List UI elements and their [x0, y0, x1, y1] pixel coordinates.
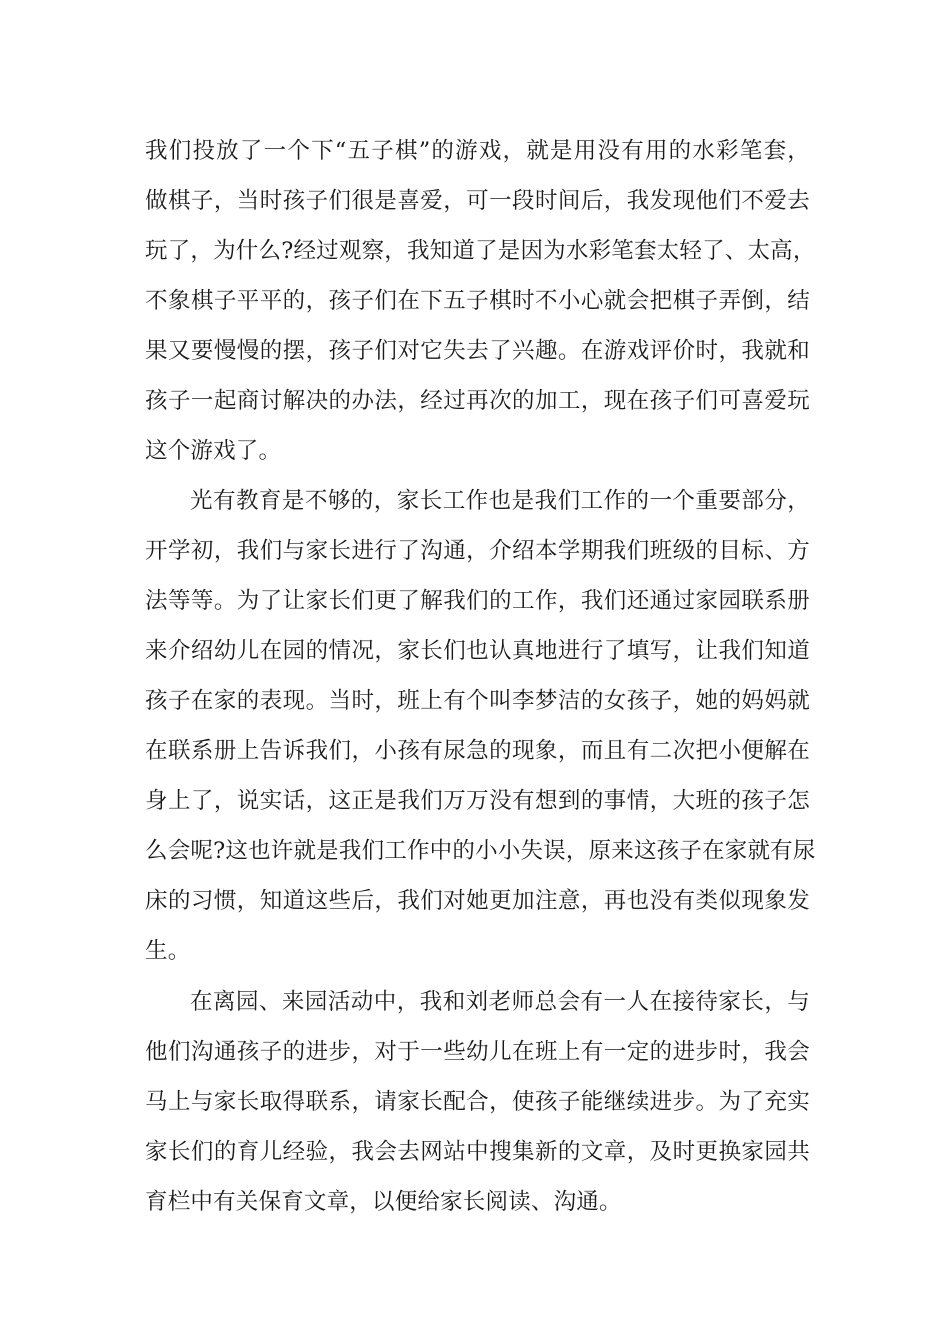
paragraph-1-line-4: 不象棋子平平的，孩子们在下五子棋时不小心就会把棋子弄倒，结 [145, 288, 810, 314]
paragraph-2-line-2: 开学初，我们与家长进行了沟通，介绍本学期我们班级的目标、方 [145, 538, 810, 564]
paragraph-1-line-6: 孩子一起商讨解决的办法，经过再次的加工，现在孩子们可喜爱玩 [145, 388, 810, 414]
paragraph-3-line-2: 他们沟通孩子的进步，对于一些幼儿在班上有一定的进步时，我会 [145, 1039, 810, 1065]
paragraph-2-line-5: 孩子在家的表现。当时，班上有个叫李梦洁的女孩子，她的妈妈就 [145, 688, 810, 714]
paragraph-3-line-4: 家长们的育儿经验，我会去网站中搜集新的文章，及时更换家园共 [145, 1139, 810, 1165]
paragraph-1-line-5: 果又要慢慢的摆，孩子们对它失去了兴趣。在游戏评价时，我就和 [145, 338, 810, 364]
paragraph-3-line-3: 马上与家长取得联系，请家长配合，使孩子能继续进步。为了充实 [145, 1089, 810, 1115]
paragraph-2-line-4: 来介绍幼儿在园的情况，家长们也认真地进行了填写，让我们知道 [145, 638, 810, 664]
paragraph-1-line-7: 这个游戏了。 [145, 438, 282, 464]
paragraph-1-line-2: 做棋子，当时孩子们很是喜爱，可一段时间后，我发现他们不爱去 [145, 188, 810, 214]
paragraph-1-line-1: 我们投放了一个下“五子棋”的游戏，就是用没有用的水彩笔套， [145, 138, 810, 164]
paragraph-2-line-6: 在联系册上告诉我们，小孩有尿急的现象，而且有二次把小便解在 [145, 738, 810, 764]
paragraph-2-line-9: 床的习惯，知道这些后，我们对她更加注意，再也没有类似现象发 [145, 888, 810, 914]
paragraph-2-line-1: 光有教育是不够的，家长工作也是我们工作的一个重要部分， [190, 488, 810, 514]
paragraph-2-line-3: 法等等。为了让家长们更了解我们的工作，我们还通过家园联系册 [145, 588, 810, 614]
paragraph-2-line-8: 么会呢?这也许就是我们工作中的小小失误，原来这孩子在家就有尿 [145, 838, 816, 864]
paragraph-3-line-5: 育栏中有关保育文章，以便给家长阅读、沟通。 [145, 1189, 622, 1215]
paragraph-2-line-7: 身上了，说实话，这正是我们万万没有想到的事情，大班的孩子怎 [145, 788, 810, 814]
paragraph-3-line-1: 在离园、来园活动中，我和刘老师总会有一人在接待家长，与 [190, 989, 810, 1015]
paragraph-1-line-3: 玩了，为什么?经过观察，我知道了是因为水彩笔套太轻了、太高， [145, 238, 816, 264]
paragraph-2-line-10: 生。 [145, 938, 191, 964]
